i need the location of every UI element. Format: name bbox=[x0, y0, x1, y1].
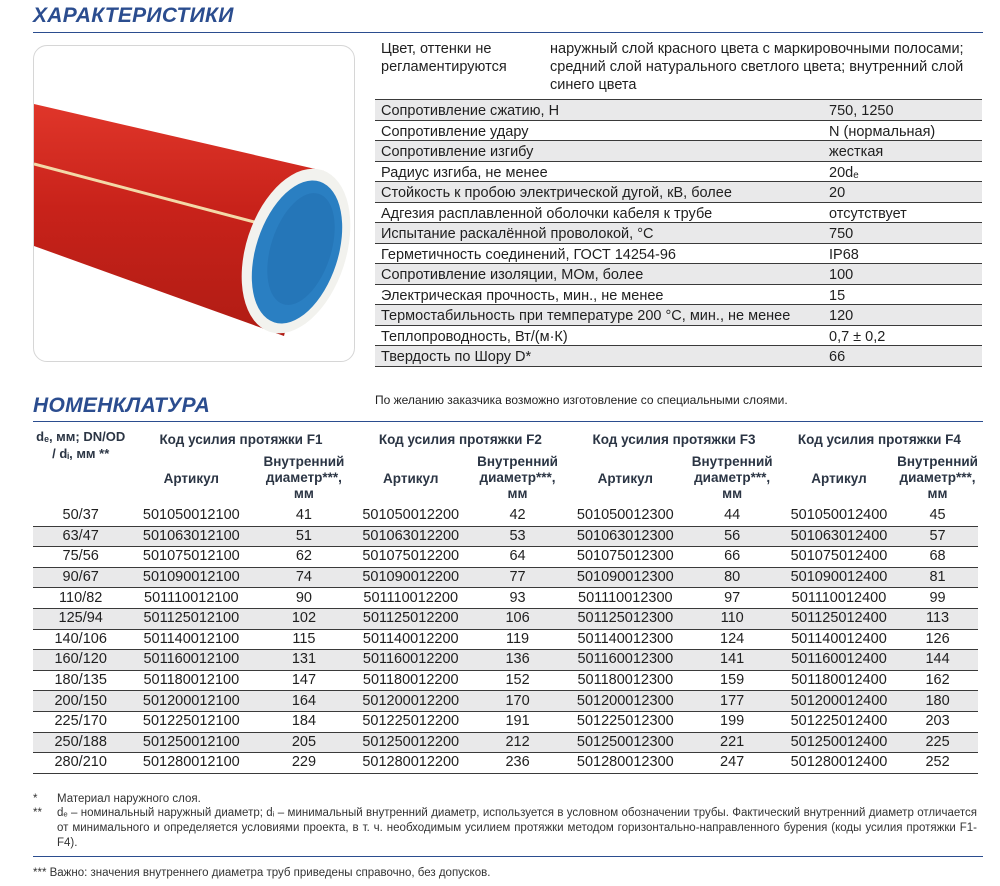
article-cell: 501180012100 bbox=[128, 670, 254, 691]
inner-diameter-cell: 99 bbox=[897, 588, 978, 609]
characteristic-value: 750, 1250 bbox=[829, 103, 894, 119]
inner-diameter-cell: 184 bbox=[254, 711, 353, 732]
article-cell: 501280012100 bbox=[128, 753, 254, 774]
article-cell: 501075012400 bbox=[781, 547, 897, 568]
characteristic-name: Цвет, оттенки не регламентируются bbox=[381, 41, 507, 75]
characteristic-value: 66 bbox=[829, 349, 846, 365]
diameter-cell: 125/94 bbox=[33, 608, 128, 629]
inner-diameter-cell: 113 bbox=[897, 608, 978, 629]
article-cell: 501075012100 bbox=[128, 547, 254, 568]
characteristic-row bbox=[375, 100, 982, 121]
article-cell: 501140012300 bbox=[567, 629, 683, 650]
inner-diameter-cell: 45 bbox=[897, 506, 978, 526]
article-cell: 501125012400 bbox=[781, 608, 897, 629]
article-cell: 501075012200 bbox=[354, 547, 468, 568]
characteristic-name: Сопротивление сжатию, Н bbox=[381, 103, 560, 119]
article-cell: 501090012200 bbox=[354, 567, 468, 588]
inner-diameter-cell: 141 bbox=[683, 650, 780, 671]
characteristic-row bbox=[375, 223, 982, 244]
characteristics-table bbox=[375, 38, 982, 367]
footnote-mark-2: ** bbox=[33, 807, 42, 819]
characteristic-name: Твердость по Шору D* bbox=[381, 349, 532, 365]
article-cell: 501125012300 bbox=[567, 608, 683, 629]
inner-diameter-cell: 212 bbox=[468, 732, 567, 753]
article-cell: 501063012400 bbox=[781, 526, 897, 547]
characteristic-value: 750 bbox=[829, 226, 854, 242]
inner-diameter-subheader: Внутренний диаметр***, мм bbox=[263, 454, 345, 501]
inner-diameter-cell: 144 bbox=[897, 650, 978, 671]
article-cell: 501125012100 bbox=[128, 608, 254, 629]
characteristic-value: N (нормальная) bbox=[829, 123, 936, 140]
characteristic-row bbox=[375, 285, 982, 306]
inner-diameter-cell: 93 bbox=[468, 588, 567, 609]
footnote-rule bbox=[33, 856, 983, 857]
article-cell: 501180012400 bbox=[781, 670, 897, 691]
nomenclature-table bbox=[33, 428, 978, 774]
article-cell: 501050012300 bbox=[567, 506, 683, 526]
article-cell: 501250012300 bbox=[567, 732, 683, 753]
inner-diameter-cell: 80 bbox=[683, 567, 780, 588]
characteristics-title: ХАРАКТЕРИСТИКИ bbox=[33, 4, 234, 27]
group-header-f2: Код усилия протяжки F2 bbox=[378, 431, 542, 447]
footnote-mark-1: * bbox=[33, 793, 38, 805]
diameter-cell: 280/210 bbox=[33, 753, 128, 774]
table-row bbox=[33, 732, 978, 753]
inner-diameter-cell: 229 bbox=[254, 753, 353, 774]
inner-diameter-cell: 221 bbox=[683, 732, 780, 753]
article-cell: 501280012400 bbox=[781, 753, 897, 774]
characteristic-value: 0,7 ± 0,2 bbox=[829, 328, 886, 345]
inner-diameter-cell: 119 bbox=[468, 629, 567, 650]
article-cell: 501075012300 bbox=[567, 547, 683, 568]
inner-diameter-cell: 147 bbox=[254, 670, 353, 691]
inner-diameter-cell: 53 bbox=[468, 526, 567, 547]
inner-diameter-cell: 74 bbox=[254, 567, 353, 588]
characteristic-name: Сопротивление изоляции, МОм, более bbox=[381, 267, 644, 283]
characteristic-value: 20 bbox=[829, 185, 846, 201]
characteristic-row bbox=[375, 346, 982, 367]
article-cell: 501280012300 bbox=[567, 753, 683, 774]
characteristic-row bbox=[375, 305, 982, 326]
table-row bbox=[33, 588, 978, 609]
characteristic-row bbox=[375, 121, 982, 142]
table-row bbox=[33, 670, 978, 691]
characteristic-value: 15 bbox=[829, 287, 846, 304]
article-cell: 501250012200 bbox=[354, 732, 468, 753]
diameter-cell: 50/37 bbox=[33, 506, 128, 526]
article-cell: 501250012400 bbox=[781, 732, 897, 753]
inner-diameter-cell: 252 bbox=[897, 753, 978, 774]
inner-diameter-cell: 68 bbox=[897, 547, 978, 568]
inner-diameter-cell: 126 bbox=[897, 629, 978, 650]
inner-diameter-cell: 170 bbox=[468, 691, 567, 712]
article-cell: 501180012200 bbox=[354, 670, 468, 691]
inner-diameter-cell: 66 bbox=[683, 547, 780, 568]
article-cell: 501090012300 bbox=[567, 567, 683, 588]
article-cell: 501050012200 bbox=[354, 506, 468, 526]
inner-diameter-subheader: Внутренний диаметр***, мм bbox=[477, 454, 558, 501]
table-row bbox=[33, 506, 978, 526]
characteristic-name: Стойкость к пробою электрической дугой, кВ, более bbox=[381, 185, 732, 201]
inner-diameter-cell: 136 bbox=[468, 650, 567, 671]
characteristic-row bbox=[375, 162, 982, 183]
inner-diameter-cell: 205 bbox=[254, 732, 353, 753]
group-header-f3: Код усилия протяжки F3 bbox=[592, 431, 756, 447]
characteristic-value: отсутствует bbox=[829, 205, 907, 222]
inner-diameter-cell: 199 bbox=[683, 711, 780, 732]
inner-diameter-cell: 225 bbox=[897, 732, 978, 753]
inner-diameter-cell: 97 bbox=[683, 588, 780, 609]
inner-diameter-cell: 106 bbox=[468, 608, 567, 629]
article-cell: 501110012400 bbox=[781, 588, 897, 609]
article-subheader: Артикул bbox=[811, 470, 867, 486]
characteristic-name: Сопротивление удару bbox=[381, 123, 529, 140]
article-cell: 501160012400 bbox=[781, 650, 897, 671]
inner-diameter-cell: 124 bbox=[683, 629, 780, 650]
footnote-1: Материал наружного слоя. bbox=[57, 793, 201, 805]
article-cell: 501050012400 bbox=[781, 506, 897, 526]
inner-diameter-cell: 152 bbox=[468, 670, 567, 691]
inner-diameter-cell: 81 bbox=[897, 567, 978, 588]
inner-diameter-cell: 77 bbox=[468, 567, 567, 588]
table-row bbox=[33, 650, 978, 671]
diameter-cell: 250/188 bbox=[33, 732, 128, 753]
characteristic-row bbox=[375, 264, 982, 285]
article-cell: 501063012200 bbox=[354, 526, 468, 547]
inner-diameter-cell: 236 bbox=[468, 753, 567, 774]
inner-diameter-cell: 131 bbox=[254, 650, 353, 671]
inner-diameter-cell: 62 bbox=[254, 547, 353, 568]
article-cell: 501160012300 bbox=[567, 650, 683, 671]
characteristic-value: жесткая bbox=[829, 144, 884, 160]
red-pipe-icon bbox=[34, 46, 354, 361]
diameter-cell: 63/47 bbox=[33, 526, 128, 547]
table-row bbox=[33, 608, 978, 629]
article-cell: 501140012400 bbox=[781, 629, 897, 650]
table-row bbox=[33, 547, 978, 568]
article-cell: 501090012400 bbox=[781, 567, 897, 588]
characteristic-name: Сопротивление изгибу bbox=[381, 144, 534, 160]
article-cell: 501050012100 bbox=[128, 506, 254, 526]
footnote-3: *** Важно: значения внутреннего диаметра труб приведены справочно, без допусков. bbox=[33, 867, 491, 879]
characteristic-name: Испытание раскалённой проволокой, °С bbox=[381, 226, 654, 242]
inner-diameter-cell: 90 bbox=[254, 588, 353, 609]
article-cell: 501200012300 bbox=[567, 691, 683, 712]
article-cell: 501200012200 bbox=[354, 691, 468, 712]
characteristic-row bbox=[375, 38, 982, 100]
inner-diameter-cell: 64 bbox=[468, 547, 567, 568]
inner-diameter-cell: 247 bbox=[683, 753, 780, 774]
table-row bbox=[33, 567, 978, 588]
group-header-f1: Код усилия протяжки F1 bbox=[159, 431, 323, 447]
diameter-cell: 75/56 bbox=[33, 547, 128, 568]
article-cell: 501180012300 bbox=[567, 670, 683, 691]
characteristic-row bbox=[375, 141, 982, 162]
characteristic-name: Термостабильность при температуре 200 °С, мин., не менее bbox=[381, 308, 791, 324]
characteristic-value: 20dₑ bbox=[829, 164, 859, 181]
article-cell: 501063012300 bbox=[567, 526, 683, 547]
inner-diameter-cell: 164 bbox=[254, 691, 353, 712]
table-row bbox=[33, 753, 978, 774]
header-rule bbox=[33, 32, 983, 33]
characteristic-name: Адгезия расплавленной оболочки кабеля к трубе bbox=[381, 205, 713, 222]
article-cell: 501225012300 bbox=[567, 711, 683, 732]
characteristic-row bbox=[375, 244, 982, 265]
diameter-cell: 200/150 bbox=[33, 691, 128, 712]
article-cell: 501200012400 bbox=[781, 691, 897, 712]
inner-diameter-cell: 203 bbox=[897, 711, 978, 732]
diameter-column-header: dₑ, мм; DN/OD / dᵢ, мм ** bbox=[36, 429, 126, 461]
inner-diameter-cell: 110 bbox=[683, 608, 780, 629]
table-row bbox=[33, 711, 978, 732]
inner-diameter-cell: 51 bbox=[254, 526, 353, 547]
article-cell: 501225012100 bbox=[128, 711, 254, 732]
characteristic-name: Электрическая прочность, мин., не менее bbox=[381, 287, 664, 304]
group-header-f4: Код усилия протяжки F4 bbox=[797, 431, 961, 447]
custom-layers-note: По желанию заказчика возможно изготовление со специальными слоями. bbox=[375, 393, 788, 407]
inner-diameter-cell: 191 bbox=[468, 711, 567, 732]
article-cell: 501200012100 bbox=[128, 691, 254, 712]
article-cell: 501140012200 bbox=[354, 629, 468, 650]
article-cell: 501250012100 bbox=[128, 732, 254, 753]
article-cell: 501063012100 bbox=[128, 526, 254, 547]
article-cell: 501140012100 bbox=[128, 629, 254, 650]
characteristic-value: 100 bbox=[829, 267, 854, 283]
article-subheader: Артикул bbox=[383, 470, 439, 486]
inner-diameter-cell: 44 bbox=[683, 506, 780, 526]
inner-diameter-subheader: Внутренний диаметр***, мм bbox=[691, 454, 773, 501]
article-cell: 501125012200 bbox=[354, 608, 468, 629]
characteristic-name: Радиус изгиба, не менее bbox=[381, 164, 548, 181]
characteristic-row bbox=[375, 182, 982, 203]
inner-diameter-cell: 57 bbox=[897, 526, 978, 547]
article-cell: 501110012300 bbox=[567, 588, 683, 609]
article-cell: 501160012200 bbox=[354, 650, 468, 671]
table-row bbox=[33, 526, 978, 547]
diameter-cell: 225/170 bbox=[33, 711, 128, 732]
article-cell: 501090012100 bbox=[128, 567, 254, 588]
characteristic-value: 120 bbox=[829, 308, 854, 324]
diameter-cell: 180/135 bbox=[33, 670, 128, 691]
characteristic-name: Теплопроводность, Вт/(м·К) bbox=[381, 328, 568, 345]
inner-diameter-cell: 115 bbox=[254, 629, 353, 650]
footnote-2: dₑ – номинальный наружный диаметр; dᵢ – минимальный внутренний диаметр, используется в условном обозначении трубы. Фактический внутренний диаметр отличается от минимального и определяется условиями проекта, в т. ч. необходимым усилием протяжки методом горизонтально-направленного бурения (коды усилия протяжки F1-F4). bbox=[57, 807, 977, 849]
article-cell: 501110012200 bbox=[354, 588, 468, 609]
inner-diameter-cell: 102 bbox=[254, 608, 353, 629]
table-row bbox=[33, 691, 978, 712]
inner-diameter-cell: 41 bbox=[254, 506, 353, 526]
inner-diameter-cell: 56 bbox=[683, 526, 780, 547]
diameter-cell: 90/67 bbox=[33, 567, 128, 588]
article-cell: 501225012200 bbox=[354, 711, 468, 732]
pipe-image-panel bbox=[33, 45, 355, 362]
inner-diameter-cell: 180 bbox=[897, 691, 978, 712]
nomenclature-title: НОМЕНКЛАТУРА bbox=[33, 394, 211, 417]
characteristic-value: наружный слой красного цвета с маркировочными полосами; средний слой натурального светлого цвета; внутренний слой синего цвета bbox=[550, 41, 964, 93]
inner-diameter-subheader: Внутренний диаметр***, мм bbox=[897, 454, 978, 501]
article-subheader: Артикул bbox=[163, 470, 220, 486]
characteristic-row bbox=[375, 203, 982, 224]
diameter-cell: 110/82 bbox=[33, 588, 128, 609]
table-row bbox=[33, 629, 978, 650]
article-subheader: Артикул bbox=[597, 470, 654, 486]
article-cell: 501160012100 bbox=[128, 650, 254, 671]
characteristic-name: Герметичность соединений, ГОСТ 14254-96 bbox=[381, 246, 676, 263]
characteristic-row bbox=[375, 326, 982, 347]
inner-diameter-cell: 162 bbox=[897, 670, 978, 691]
inner-diameter-cell: 177 bbox=[683, 691, 780, 712]
article-cell: 501110012100 bbox=[128, 588, 254, 609]
article-cell: 501225012400 bbox=[781, 711, 897, 732]
characteristic-value: IP68 bbox=[829, 246, 859, 263]
inner-diameter-cell: 42 bbox=[468, 506, 567, 526]
article-cell: 501280012200 bbox=[354, 753, 468, 774]
inner-diameter-cell: 159 bbox=[683, 670, 780, 691]
diameter-cell: 160/120 bbox=[33, 650, 128, 671]
diameter-cell: 140/106 bbox=[33, 629, 128, 650]
nomenclature-rule bbox=[33, 421, 983, 422]
